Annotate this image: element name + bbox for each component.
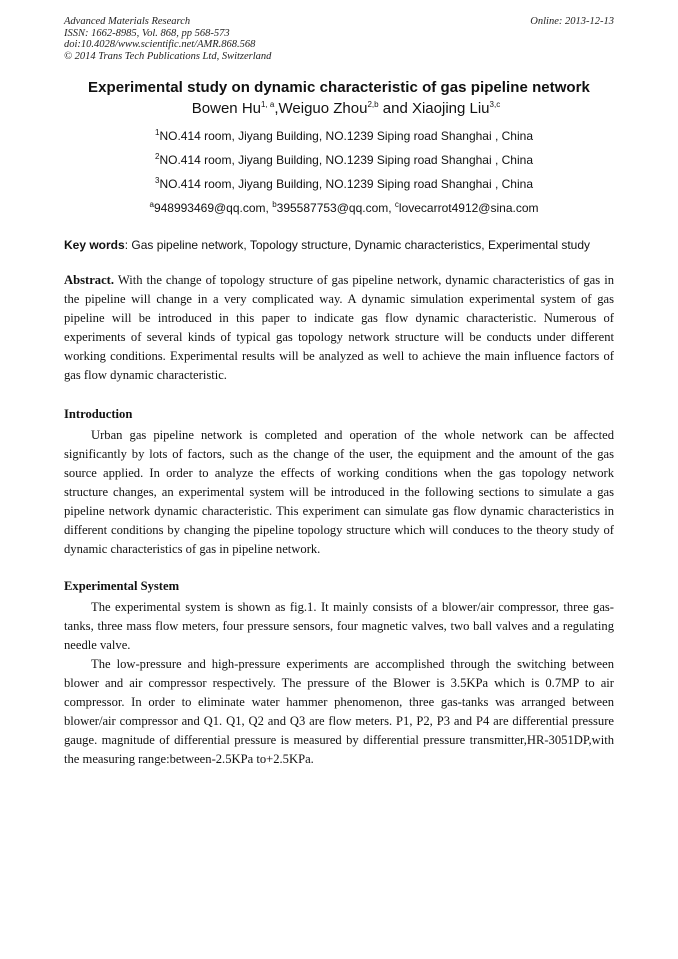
affiliation-text: NO.414 room, Jiyang Building, NO.1239 Siping road Shanghai , China <box>159 177 533 191</box>
paper-title: Experimental study on dynamic characteristic of gas pipeline network <box>88 79 590 96</box>
email-list <box>64 200 614 215</box>
abstract-label: Abstract. <box>64 273 115 287</box>
doi-line: doi:10.4028/www.scientific.net/AMR.868.568 <box>64 39 256 50</box>
keywords-label: Key words <box>64 238 125 252</box>
affiliation <box>64 128 614 143</box>
running-header <box>64 16 614 62</box>
paper-page <box>64 16 614 769</box>
author-sup: 3,c <box>489 100 501 109</box>
email-sup: c <box>394 200 399 209</box>
author-sup: 2,b <box>367 100 379 109</box>
email-address: lovecarrot4912@sina.com <box>398 201 539 215</box>
online-date: Online: 2013-12-13 <box>530 16 614 27</box>
abstract <box>64 271 614 385</box>
author-and: and <box>378 100 412 117</box>
author-name: Xiaojing Liu <box>411 100 490 117</box>
author-name: Bowen Hu <box>191 100 261 117</box>
paragraph: The experimental system is shown as fig.1. It mainly consists of a blower/air compressor, three gas-tanks, three mass flow meters, four pressure sensors, four magnetic valves, two ball valves and a regulating needle valve. <box>64 600 614 652</box>
email-sup: b <box>272 200 277 209</box>
affiliation-sup: 2 <box>154 152 160 161</box>
journal-name: Advanced Materials Research <box>64 16 191 27</box>
email-address: 948993469@qq.com, <box>153 201 273 215</box>
issn-line: ISSN: 1662-8985, Vol. 868, pp 568-573 <box>64 27 230 39</box>
author-sup: 1, a <box>261 100 275 109</box>
author-name: Weiguo Zhou <box>278 100 368 117</box>
email-sup: a <box>149 200 154 209</box>
author-list <box>64 100 614 117</box>
affiliation-sup: 3 <box>154 176 160 185</box>
affiliation <box>64 176 614 191</box>
section-heading-introduction: Introduction <box>64 407 133 421</box>
paragraph: The low-pressure and high-pressure experiments are accomplished through the switching between blower and air compressor respectively. The pressure of the Blower is 3.5KPa which is 0.7MP to air compressor. In order to eliminate water hammer phenomenon, three gas-tanks was arranged between blower/air compressor and Q1. Q1, Q2 and Q3 are flow meters. P1, P2, P3 and P4 are differential pressure gauge. magnitude of differential pressure is measured by differential pressure transmitter,HR-3051DP,with the measuring range:between-2.5KPa to+2.5KPa. <box>64 657 614 766</box>
keywords <box>64 238 614 252</box>
affiliation-sup: 1 <box>154 128 160 137</box>
affiliation-text: NO.414 room, Jiyang Building, NO.1239 Siping road Shanghai , China <box>159 153 533 167</box>
author-sep: , <box>274 100 279 117</box>
email-address: 395587753@qq.com, <box>276 201 395 215</box>
paragraph: Urban gas pipeline network is completed and operation of the whole network can be affected significantly by lots of factors, such as the change of the user, the equipment and the amount of the gas source applied. In order to analyze the effects of working conditions when the gas topology network structure changes, an experimental system will be introduced in the following sections to simulate a gas pipeline network dynamic characteristic. This experiment can simulate gas flow dynamic characteristics in different conditions by changing the pipeline topology structure which will conduces to the theory study of dynamic characteristics of gas in pipeline network. <box>64 428 614 556</box>
affiliation-text: NO.414 room, Jiyang Building, NO.1239 Siping road Shanghai , China <box>159 129 533 143</box>
keywords-text: : Gas pipeline network, Topology structure, Dynamic characteristics, Experimental study <box>124 238 590 252</box>
copyright-line: © 2014 Trans Tech Publications Ltd, Switzerland <box>64 50 272 62</box>
abstract-text: With the change of topology structure of gas pipeline network, dynamic characteristics of gas in the pipeline will change in a very complicated way. A dynamic simulation experimental system of gas pipeline will be introduced in this paper to indicate gas flow dynamic characteristic. Numerous of experiments of several kinds of typical gas topology network structure will be conducts under different working conditions. Experimental results will be analyzed as well to achieve the main influence factors of gas flow dynamic characteristic. <box>64 273 614 382</box>
affiliation <box>64 152 614 167</box>
section-heading-experimental-system: Experimental System <box>64 579 180 593</box>
